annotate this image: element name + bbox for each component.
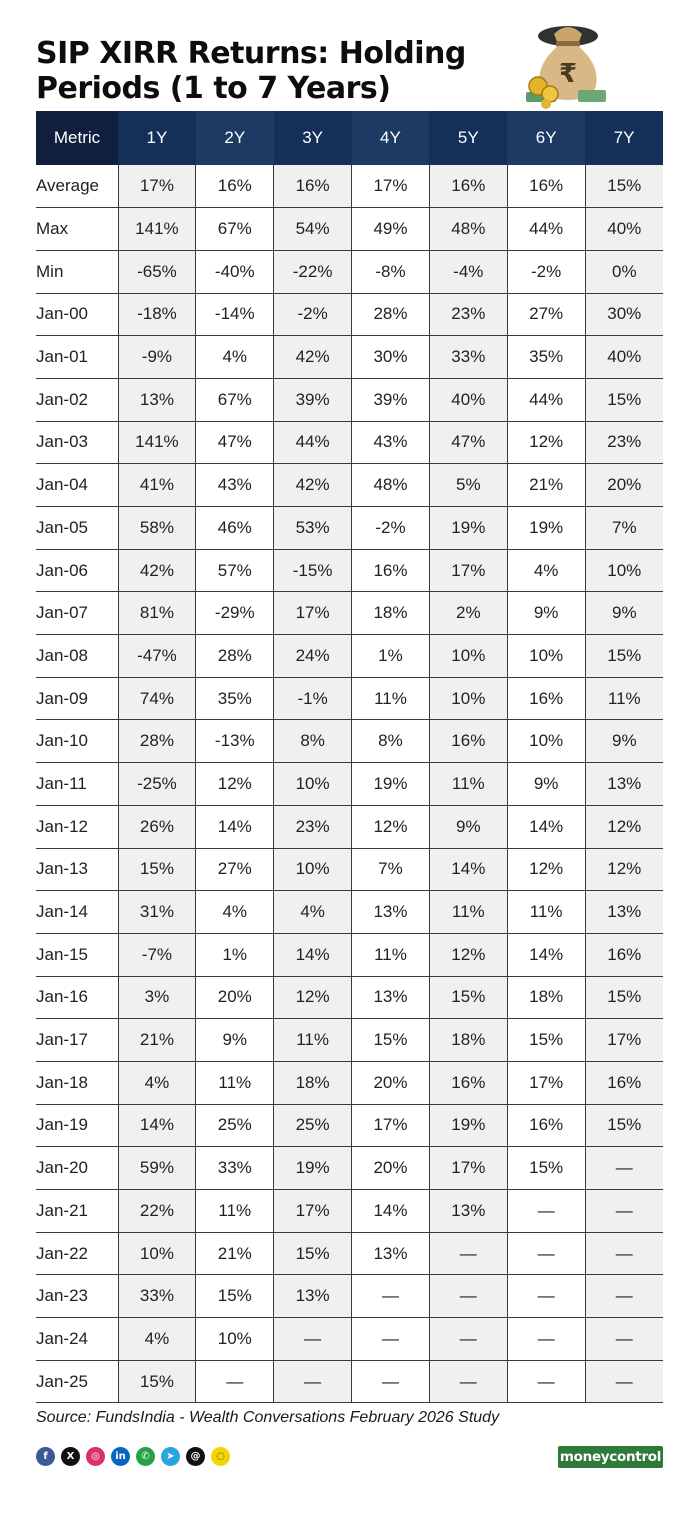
table-cell: 10% xyxy=(196,1318,274,1361)
table-cell: 17% xyxy=(352,165,430,208)
table-cell: 4% xyxy=(507,549,585,592)
table-row xyxy=(36,1147,663,1190)
row-label: Jan-18 xyxy=(36,1061,118,1104)
table-cell: 10% xyxy=(585,549,663,592)
table-cell: 20% xyxy=(352,1061,430,1104)
table-cell: 48% xyxy=(352,464,430,507)
table-cell: 18% xyxy=(429,1019,507,1062)
table-cell: 44% xyxy=(507,378,585,421)
table-cell: 10% xyxy=(274,848,352,891)
table-cell: 16% xyxy=(196,165,274,208)
table-cell: 33% xyxy=(118,1275,196,1318)
table-row xyxy=(36,1318,663,1361)
table-cell: 12% xyxy=(429,933,507,976)
table-cell: 13% xyxy=(118,378,196,421)
table-cell: 23% xyxy=(274,805,352,848)
table-cell: 19% xyxy=(507,507,585,550)
table-cell: 30% xyxy=(585,293,663,336)
table-cell: — xyxy=(507,1360,585,1403)
table-cell: 12% xyxy=(196,763,274,806)
table-cell: 16% xyxy=(429,720,507,763)
column-header: 5Y xyxy=(429,111,507,165)
table-cell: 11% xyxy=(196,1190,274,1233)
table-cell: 13% xyxy=(274,1275,352,1318)
table-cell: 47% xyxy=(429,421,507,464)
table-cell: — xyxy=(585,1147,663,1190)
table-cell: — xyxy=(585,1360,663,1403)
table-cell: 28% xyxy=(352,293,430,336)
table-row xyxy=(36,1232,663,1275)
table-cell: 16% xyxy=(507,1104,585,1147)
table-cell: 13% xyxy=(585,763,663,806)
table-cell: 10% xyxy=(429,677,507,720)
table-cell: 16% xyxy=(585,1061,663,1104)
table-cell: 16% xyxy=(352,549,430,592)
table-cell: 12% xyxy=(507,848,585,891)
table-cell: 4% xyxy=(196,891,274,934)
table-cell: — xyxy=(352,1275,430,1318)
table-cell: 15% xyxy=(507,1147,585,1190)
telegram-icon[interactable]: ➤ xyxy=(161,1447,180,1466)
table-cell: 9% xyxy=(585,592,663,635)
table-row xyxy=(36,677,663,720)
table-cell: 0% xyxy=(585,250,663,293)
table-row xyxy=(36,293,663,336)
table-cell: 2% xyxy=(429,592,507,635)
table-cell: 7% xyxy=(585,507,663,550)
table-cell: 15% xyxy=(585,1104,663,1147)
x-icon[interactable]: X xyxy=(61,1447,80,1466)
table-cell: 12% xyxy=(352,805,430,848)
table-row xyxy=(36,421,663,464)
table-cell: 26% xyxy=(118,805,196,848)
row-label: Min xyxy=(36,250,118,293)
table-cell: 40% xyxy=(585,336,663,379)
row-label: Jan-23 xyxy=(36,1275,118,1318)
table-cell: 11% xyxy=(274,1019,352,1062)
table-row xyxy=(36,805,663,848)
table-cell: — xyxy=(585,1232,663,1275)
table-row xyxy=(36,1190,663,1233)
table-cell: -47% xyxy=(118,635,196,678)
table-cell: -2% xyxy=(274,293,352,336)
table-cell: 15% xyxy=(507,1019,585,1062)
table-cell: 16% xyxy=(507,165,585,208)
row-label: Jan-13 xyxy=(36,848,118,891)
table-cell: 11% xyxy=(196,1061,274,1104)
column-header: 1Y xyxy=(118,111,196,165)
table-cell: 54% xyxy=(274,208,352,251)
threads-icon[interactable]: @ xyxy=(186,1447,205,1466)
table-cell: 3% xyxy=(118,976,196,1019)
column-header: Metric xyxy=(36,111,118,165)
table-cell: 18% xyxy=(352,592,430,635)
table-cell: 17% xyxy=(352,1104,430,1147)
table-cell: 18% xyxy=(274,1061,352,1104)
table-row xyxy=(36,1104,663,1147)
table-row xyxy=(36,165,663,208)
table-cell: — xyxy=(196,1360,274,1403)
row-label: Jan-04 xyxy=(36,464,118,507)
table-cell: 12% xyxy=(585,848,663,891)
table-cell: 17% xyxy=(429,549,507,592)
column-header: 6Y xyxy=(507,111,585,165)
column-header: 3Y xyxy=(274,111,352,165)
table-cell: 22% xyxy=(118,1190,196,1233)
table-row xyxy=(36,1019,663,1062)
table-row xyxy=(36,336,663,379)
table-row xyxy=(36,976,663,1019)
table-cell: -18% xyxy=(118,293,196,336)
table-cell: 15% xyxy=(585,976,663,1019)
row-label: Jan-07 xyxy=(36,592,118,635)
table-cell: — xyxy=(507,1275,585,1318)
table-cell: 39% xyxy=(274,378,352,421)
row-label: Jan-05 xyxy=(36,507,118,550)
table-cell: 13% xyxy=(585,891,663,934)
table-cell: 11% xyxy=(352,677,430,720)
table-cell: -8% xyxy=(352,250,430,293)
table-cell: 43% xyxy=(352,421,430,464)
table-row xyxy=(36,933,663,976)
table-row xyxy=(36,549,663,592)
row-label: Jan-14 xyxy=(36,891,118,934)
table-cell: 31% xyxy=(118,891,196,934)
row-label: Jan-00 xyxy=(36,293,118,336)
table-cell: 15% xyxy=(585,165,663,208)
table-cell: 33% xyxy=(196,1147,274,1190)
table-row xyxy=(36,1061,663,1104)
table-cell: 11% xyxy=(507,891,585,934)
row-label: Jan-09 xyxy=(36,677,118,720)
table-cell: 19% xyxy=(352,763,430,806)
table-cell: -1% xyxy=(274,677,352,720)
table-cell: 21% xyxy=(196,1232,274,1275)
table-cell: 11% xyxy=(429,891,507,934)
table-cell: 4% xyxy=(118,1061,196,1104)
table-cell: -25% xyxy=(118,763,196,806)
table-cell: 81% xyxy=(118,592,196,635)
table-cell: 8% xyxy=(352,720,430,763)
table-cell: — xyxy=(352,1360,430,1403)
table-cell: 15% xyxy=(585,378,663,421)
table-cell: 12% xyxy=(585,805,663,848)
table-row xyxy=(36,507,663,550)
table-cell: 12% xyxy=(507,421,585,464)
row-label: Jan-21 xyxy=(36,1190,118,1233)
row-label: Jan-20 xyxy=(36,1147,118,1190)
table-cell: 41% xyxy=(118,464,196,507)
table-cell: 17% xyxy=(585,1019,663,1062)
table-cell: 39% xyxy=(352,378,430,421)
table-cell: 27% xyxy=(507,293,585,336)
table-cell: 4% xyxy=(274,891,352,934)
table-cell: 10% xyxy=(507,720,585,763)
table-cell: 15% xyxy=(352,1019,430,1062)
table-cell: 9% xyxy=(585,720,663,763)
table-cell: 16% xyxy=(429,1061,507,1104)
row-label: Jan-15 xyxy=(36,933,118,976)
table-row xyxy=(36,635,663,678)
table-cell: 14% xyxy=(352,1190,430,1233)
table-row xyxy=(36,1275,663,1318)
table-cell: 14% xyxy=(507,805,585,848)
table-cell: -22% xyxy=(274,250,352,293)
table-cell: — xyxy=(585,1190,663,1233)
table-row xyxy=(36,891,663,934)
table-cell: 53% xyxy=(274,507,352,550)
table-cell: 23% xyxy=(585,421,663,464)
table-cell: 30% xyxy=(352,336,430,379)
table-row xyxy=(36,1360,663,1403)
table-cell: 1% xyxy=(352,635,430,678)
table-cell: — xyxy=(507,1190,585,1233)
table-cell: 14% xyxy=(118,1104,196,1147)
table-cell: 67% xyxy=(196,378,274,421)
table-cell: 17% xyxy=(507,1061,585,1104)
linkedin-icon[interactable]: in xyxy=(111,1447,130,1466)
row-label: Jan-02 xyxy=(36,378,118,421)
table-cell: -29% xyxy=(196,592,274,635)
table-cell: 11% xyxy=(429,763,507,806)
table-cell: 10% xyxy=(118,1232,196,1275)
row-label: Jan-25 xyxy=(36,1360,118,1403)
table-body xyxy=(36,165,663,1403)
returns-table xyxy=(36,111,663,1403)
table-cell: — xyxy=(274,1318,352,1361)
table-cell: 21% xyxy=(118,1019,196,1062)
table-cell: 40% xyxy=(585,208,663,251)
row-label: Jan-11 xyxy=(36,763,118,806)
table-header-row xyxy=(36,111,663,165)
table-cell: -15% xyxy=(274,549,352,592)
row-label: Jan-22 xyxy=(36,1232,118,1275)
table-cell: 141% xyxy=(118,208,196,251)
table-cell: 16% xyxy=(429,165,507,208)
table-row xyxy=(36,592,663,635)
table-cell: 35% xyxy=(507,336,585,379)
table-cell: 74% xyxy=(118,677,196,720)
table-cell: 42% xyxy=(118,549,196,592)
row-label: Jan-24 xyxy=(36,1318,118,1361)
table-cell: 44% xyxy=(274,421,352,464)
table-cell: 7% xyxy=(352,848,430,891)
table-cell: 9% xyxy=(507,592,585,635)
table-cell: 9% xyxy=(507,763,585,806)
table-cell: 19% xyxy=(429,507,507,550)
table-cell: 42% xyxy=(274,336,352,379)
table-cell: 33% xyxy=(429,336,507,379)
facebook-icon[interactable]: f xyxy=(36,1447,55,1466)
table-cell: 13% xyxy=(352,976,430,1019)
table-cell: -2% xyxy=(352,507,430,550)
table-cell: 17% xyxy=(429,1147,507,1190)
table-cell: — xyxy=(585,1275,663,1318)
table-cell: 42% xyxy=(274,464,352,507)
table-cell: — xyxy=(274,1360,352,1403)
table-cell: 14% xyxy=(429,848,507,891)
table-cell: 20% xyxy=(352,1147,430,1190)
table-row xyxy=(36,720,663,763)
row-label: Jan-10 xyxy=(36,720,118,763)
table-row xyxy=(36,378,663,421)
table-cell: 67% xyxy=(196,208,274,251)
table-cell: 18% xyxy=(507,976,585,1019)
table-cell: 15% xyxy=(585,635,663,678)
table-cell: 13% xyxy=(429,1190,507,1233)
table-cell: 11% xyxy=(585,677,663,720)
table-cell: 25% xyxy=(274,1104,352,1147)
table-cell: -9% xyxy=(118,336,196,379)
table-cell: 14% xyxy=(274,933,352,976)
table-cell: 141% xyxy=(118,421,196,464)
row-label: Jan-16 xyxy=(36,976,118,1019)
row-label: Jan-08 xyxy=(36,635,118,678)
money-bag-icon xyxy=(524,14,608,110)
table-cell: 10% xyxy=(429,635,507,678)
table-cell: 17% xyxy=(274,1190,352,1233)
table-cell: 40% xyxy=(429,378,507,421)
table-cell: 49% xyxy=(352,208,430,251)
table-cell: 58% xyxy=(118,507,196,550)
table-cell: -4% xyxy=(429,250,507,293)
table-row xyxy=(36,250,663,293)
table-cell: — xyxy=(429,1360,507,1403)
table-row xyxy=(36,208,663,251)
brand-logo: moneycontrol xyxy=(558,1446,663,1468)
table-cell: 20% xyxy=(585,464,663,507)
source-note: Source: FundsIndia - Wealth Conversations February 2026 Study xyxy=(36,1409,500,1426)
row-label: Jan-19 xyxy=(36,1104,118,1147)
table-cell: 14% xyxy=(507,933,585,976)
table-row xyxy=(36,848,663,891)
column-header: 7Y xyxy=(585,111,663,165)
table-cell: 4% xyxy=(118,1318,196,1361)
table-cell: 13% xyxy=(352,891,430,934)
row-label: Jan-12 xyxy=(36,805,118,848)
table-cell: 35% xyxy=(196,677,274,720)
table-row xyxy=(36,464,663,507)
column-header: 4Y xyxy=(352,111,430,165)
table-cell: 8% xyxy=(274,720,352,763)
table-cell: 4% xyxy=(196,336,274,379)
table-cell: 16% xyxy=(585,933,663,976)
table-cell: 59% xyxy=(118,1147,196,1190)
social-icons xyxy=(36,1447,230,1466)
table-cell: 17% xyxy=(274,592,352,635)
table-cell: 13% xyxy=(352,1232,430,1275)
table-cell: 10% xyxy=(274,763,352,806)
table-cell: 10% xyxy=(507,635,585,678)
table-cell: 20% xyxy=(196,976,274,1019)
table-cell: — xyxy=(429,1318,507,1361)
table-cell: 12% xyxy=(274,976,352,1019)
table-row xyxy=(36,763,663,806)
table-cell: 17% xyxy=(118,165,196,208)
table-cell: 15% xyxy=(118,1360,196,1403)
table-cell: 57% xyxy=(196,549,274,592)
row-label: Max xyxy=(36,208,118,251)
row-label: Jan-06 xyxy=(36,549,118,592)
row-label: Jan-17 xyxy=(36,1019,118,1062)
table-cell: 11% xyxy=(352,933,430,976)
table-cell: 9% xyxy=(429,805,507,848)
table-cell: 15% xyxy=(196,1275,274,1318)
whatsapp-icon[interactable]: ✆ xyxy=(136,1447,155,1466)
table-cell: 21% xyxy=(507,464,585,507)
table-cell: 27% xyxy=(196,848,274,891)
table-cell: 43% xyxy=(196,464,274,507)
table-cell: 16% xyxy=(507,677,585,720)
table-cell: — xyxy=(585,1318,663,1361)
table-cell: 44% xyxy=(507,208,585,251)
table-cell: -13% xyxy=(196,720,274,763)
table-cell: 19% xyxy=(274,1147,352,1190)
table-cell: 46% xyxy=(196,507,274,550)
table-cell: 48% xyxy=(429,208,507,251)
table-cell: 15% xyxy=(118,848,196,891)
table-cell: 23% xyxy=(429,293,507,336)
snapchat-icon[interactable]: ◌ xyxy=(211,1447,230,1466)
table-cell: 28% xyxy=(196,635,274,678)
table-cell: 9% xyxy=(196,1019,274,1062)
table-cell: 15% xyxy=(429,976,507,1019)
table-cell: 5% xyxy=(429,464,507,507)
instagram-icon[interactable]: ◎ xyxy=(86,1447,105,1466)
row-label: Jan-01 xyxy=(36,336,118,379)
table-cell: 28% xyxy=(118,720,196,763)
table-cell: -65% xyxy=(118,250,196,293)
table-cell: 16% xyxy=(274,165,352,208)
table-cell: — xyxy=(352,1318,430,1361)
table-cell: — xyxy=(429,1232,507,1275)
table-cell: 25% xyxy=(196,1104,274,1147)
page-title: SIP XIRR Returns: Holding Periods (1 to 7 Years) xyxy=(36,36,466,106)
table-cell: 14% xyxy=(196,805,274,848)
row-label: Jan-03 xyxy=(36,421,118,464)
table-cell: — xyxy=(507,1318,585,1361)
table-cell: — xyxy=(429,1275,507,1318)
table-cell: — xyxy=(507,1232,585,1275)
table-cell: 47% xyxy=(196,421,274,464)
table-cell: -40% xyxy=(196,250,274,293)
table-cell: 19% xyxy=(429,1104,507,1147)
table-cell: -7% xyxy=(118,933,196,976)
table-cell: 24% xyxy=(274,635,352,678)
column-header: 2Y xyxy=(196,111,274,165)
svg-text:₹: ₹ xyxy=(558,59,578,89)
row-label: Average xyxy=(36,165,118,208)
table-cell: -2% xyxy=(507,250,585,293)
table-cell: -14% xyxy=(196,293,274,336)
table-cell: 15% xyxy=(274,1232,352,1275)
table-cell: 1% xyxy=(196,933,274,976)
